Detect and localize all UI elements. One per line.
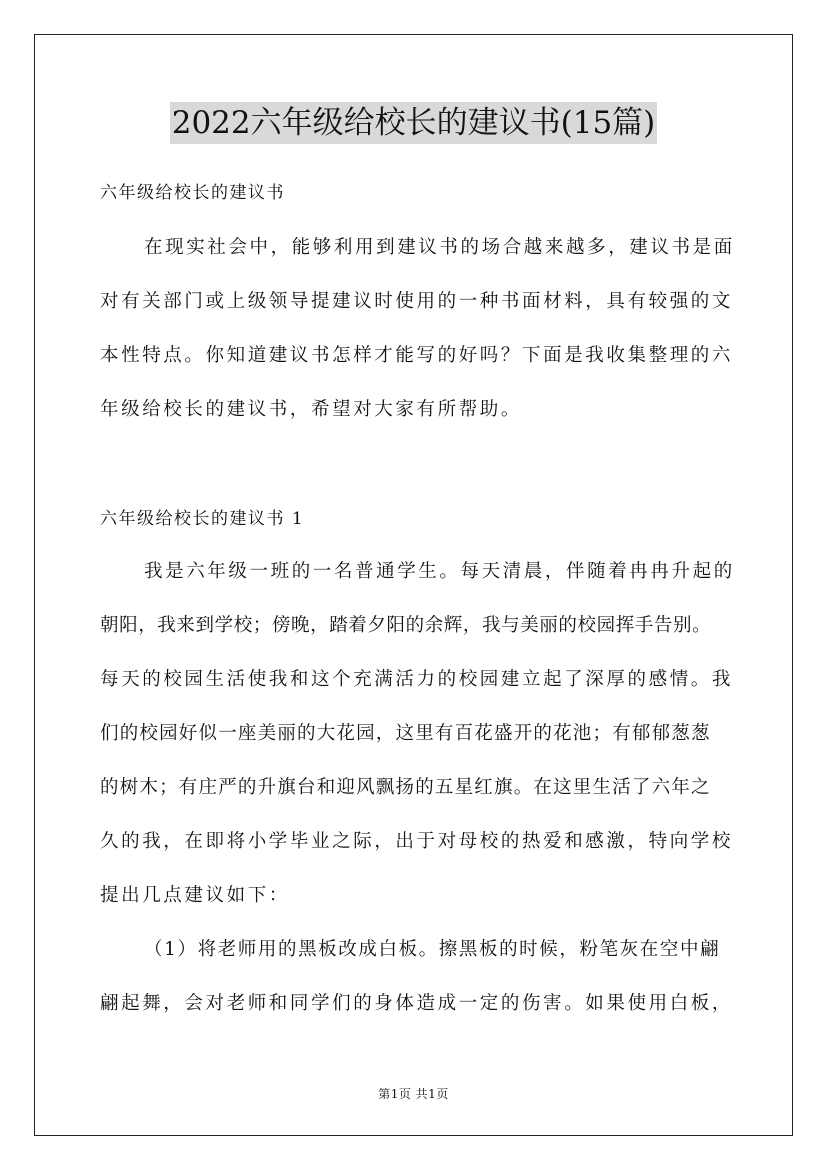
section1-line-5: 的树木；有庄严的升旗台和迎风飘扬的五星红旗。在这里生活了六年之 — [100, 777, 711, 798]
section1-line-7: 提出几点建议如下： — [100, 885, 290, 906]
section1-line-3: 每天的校园生活使我和这个充满活力的校园建立起了深厚的感情。我 — [100, 669, 734, 690]
intro-line-1: 在现实社会中，能够利用到建议书的场合越来越多，建议书是面 — [144, 237, 735, 258]
section1-line-1: 我是六年级一班的一名普通学生。每天清晨，伴随着冉冉升起的 — [144, 561, 735, 582]
document-title: 2022六年级给校长的建议书(15篇) — [170, 102, 658, 144]
intro-line-3: 本性特点。你知道建议书怎样才能写的好吗？下面是我收集整理的六 — [100, 345, 734, 366]
section1-line-6: 久的我，在即将小学毕业之际，出于对母校的热爱和感激，特向学校 — [100, 831, 734, 852]
section1-line-4: 们的校园好似一座美丽的大花园，这里有百花盛开的花池；有郁郁葱葱 — [100, 723, 711, 744]
intro-line-4: 年级给校长的建议书，希望对大家有所帮助。 — [100, 399, 523, 420]
section1-line-2: 朝阳，我来到学校；傍晚，踏着夕阳的余辉，我与美丽的校园挥手告别。 — [100, 615, 712, 636]
section1-heading: 六年级给校长的建议书 1 — [100, 509, 305, 529]
title-container — [0, 102, 827, 144]
intro-line-2: 对有关部门或上级领导提建议时使用的一种书面材料，具有较强的文 — [100, 291, 734, 312]
suggestion-line-2: 翩起舞，会对老师和同学们的身体造成一定的伤害。如果使用白板， — [100, 993, 734, 1014]
page-footer: 第1页 共1页 — [378, 1087, 449, 1101]
intro-heading: 六年级给校长的建议书 — [100, 183, 285, 203]
suggestion-line-1: （1）将老师用的黑板改成白板。擦黑板的时候，粉笔灰在空中翩 — [144, 939, 721, 960]
